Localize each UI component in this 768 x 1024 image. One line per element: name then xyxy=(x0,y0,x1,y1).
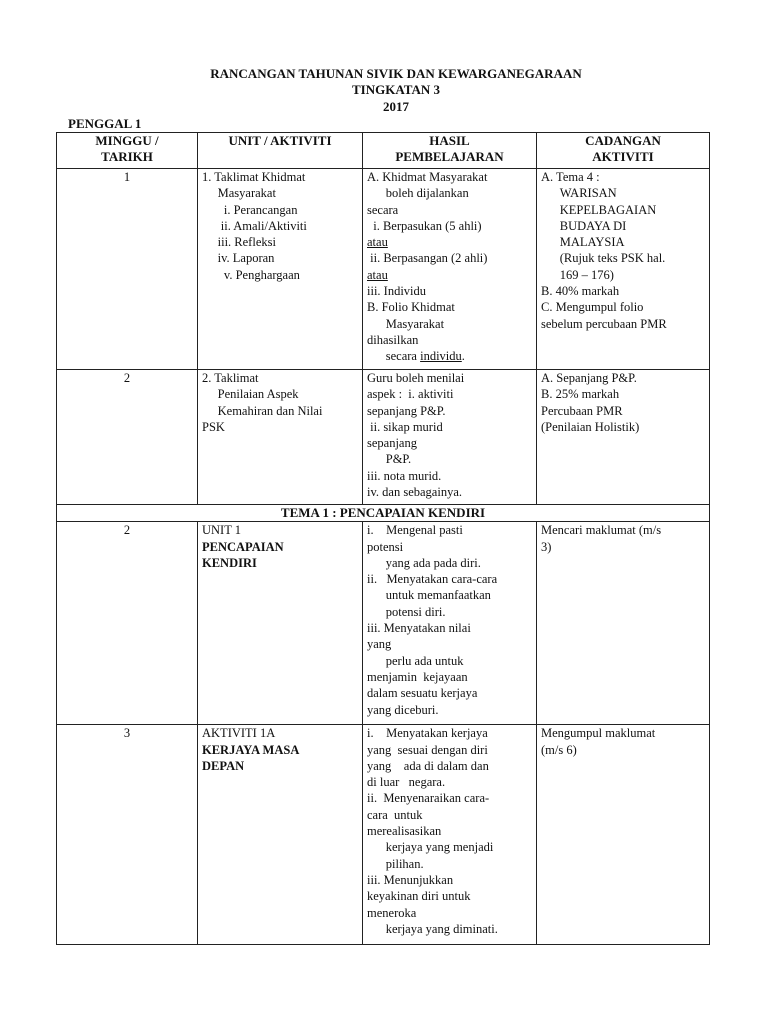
cell-hasil: i. Mengenal pasti potensi yang ada pada diri. ii. Menyatakan cara-cara untuk memanfaatkan potensi diri. iii. Menyatakan nilai yang perlu ada untuk menjamin kejayaan dalam sesuatu kerjaya yang diceburi. xyxy=(363,522,537,725)
cell-unit: AKTIVITI 1A KERJAYA MASA DEPAN xyxy=(198,725,363,945)
cell-unit: 1. Taklimat Khidmat Masyarakat i. Perancangan ii. Amali/Aktiviti iii. Refleksi iv. Laporan v. Penghargaan xyxy=(198,169,363,370)
cell-unit: 2. Taklimat Penilaian Aspek Kemahiran dan Nilai PSK xyxy=(198,370,363,505)
tema-row xyxy=(57,505,710,522)
tema-heading: TEMA 1 : PENCAPAIAN KENDIRI xyxy=(57,505,710,522)
cell-minggu: 3 xyxy=(57,725,198,945)
doc-title-line3: 2017 xyxy=(383,99,409,114)
cell-minggu: 2 xyxy=(57,370,198,505)
header-unit: UNIT / AKTIVITI xyxy=(198,133,363,169)
penggal-label: PENGGAL 1 xyxy=(68,116,142,131)
plan-table xyxy=(56,132,710,945)
cell-minggu: 2 xyxy=(57,522,198,725)
header-cadangan: CADANGAN AKTIVITI xyxy=(537,133,710,169)
cell-unit: UNIT 1 PENCAPAIAN KENDIRI xyxy=(198,522,363,725)
cell-minggu: 1 xyxy=(57,169,198,370)
header-minggu: MINGGU / TARIKH xyxy=(57,133,198,169)
table-row xyxy=(57,522,710,725)
doc-title-line2: TINGKATAN 3 xyxy=(352,82,440,97)
cell-hasil: A. Khidmat Masyarakat boleh dijalankan secara i. Berpasukan (5 ahli) atau ii. Berpasangan (2 ahli) atau iii. Individu B. Folio Khidmat Masyarakat dihasilkan secara individu. xyxy=(363,169,537,370)
table-row xyxy=(57,725,710,945)
cell-hasil: Guru boleh menilai aspek : i. aktiviti sepanjang P&P. ii. sikap murid sepanjang P&P. iii. nota murid. iv. dan sebagainya. xyxy=(363,370,537,505)
cell-cadangan: Mencari maklumat (m/s 3) xyxy=(537,522,710,725)
table-header-row xyxy=(57,133,710,169)
table-row xyxy=(57,370,710,505)
header-hasil: HASIL PEMBELAJARAN xyxy=(363,133,537,169)
cell-hasil: i. Menyatakan kerjaya yang sesuai dengan diri yang ada di dalam dan di luar negara. ii. Menyenaraikan cara- cara untuk merealisasikan kerjaya yang menjadi pilihan. iii. Menunjukkan keyakinan diri untuk meneroka kerjaya yang diminati. xyxy=(363,725,537,945)
cell-cadangan: Mengumpul maklumat (m/s 6) xyxy=(537,725,710,945)
cell-cadangan: A. Tema 4 : WARISAN KEPELBAGAIAN BUDAYA DI MALAYSIA (Rujuk teks PSK hal. 169 – 176) B. 40% markah C. Mengumpul folio sebelum percubaan PMR xyxy=(537,169,710,370)
cell-cadangan: A. Sepanjang P&P. B. 25% markah Percubaan PMR (Penilaian Holistik) xyxy=(537,370,710,505)
doc-title-line1: RANCANGAN TAHUNAN SIVIK DAN KEWARGANEGARAAN xyxy=(210,66,582,81)
table-row xyxy=(57,169,710,370)
